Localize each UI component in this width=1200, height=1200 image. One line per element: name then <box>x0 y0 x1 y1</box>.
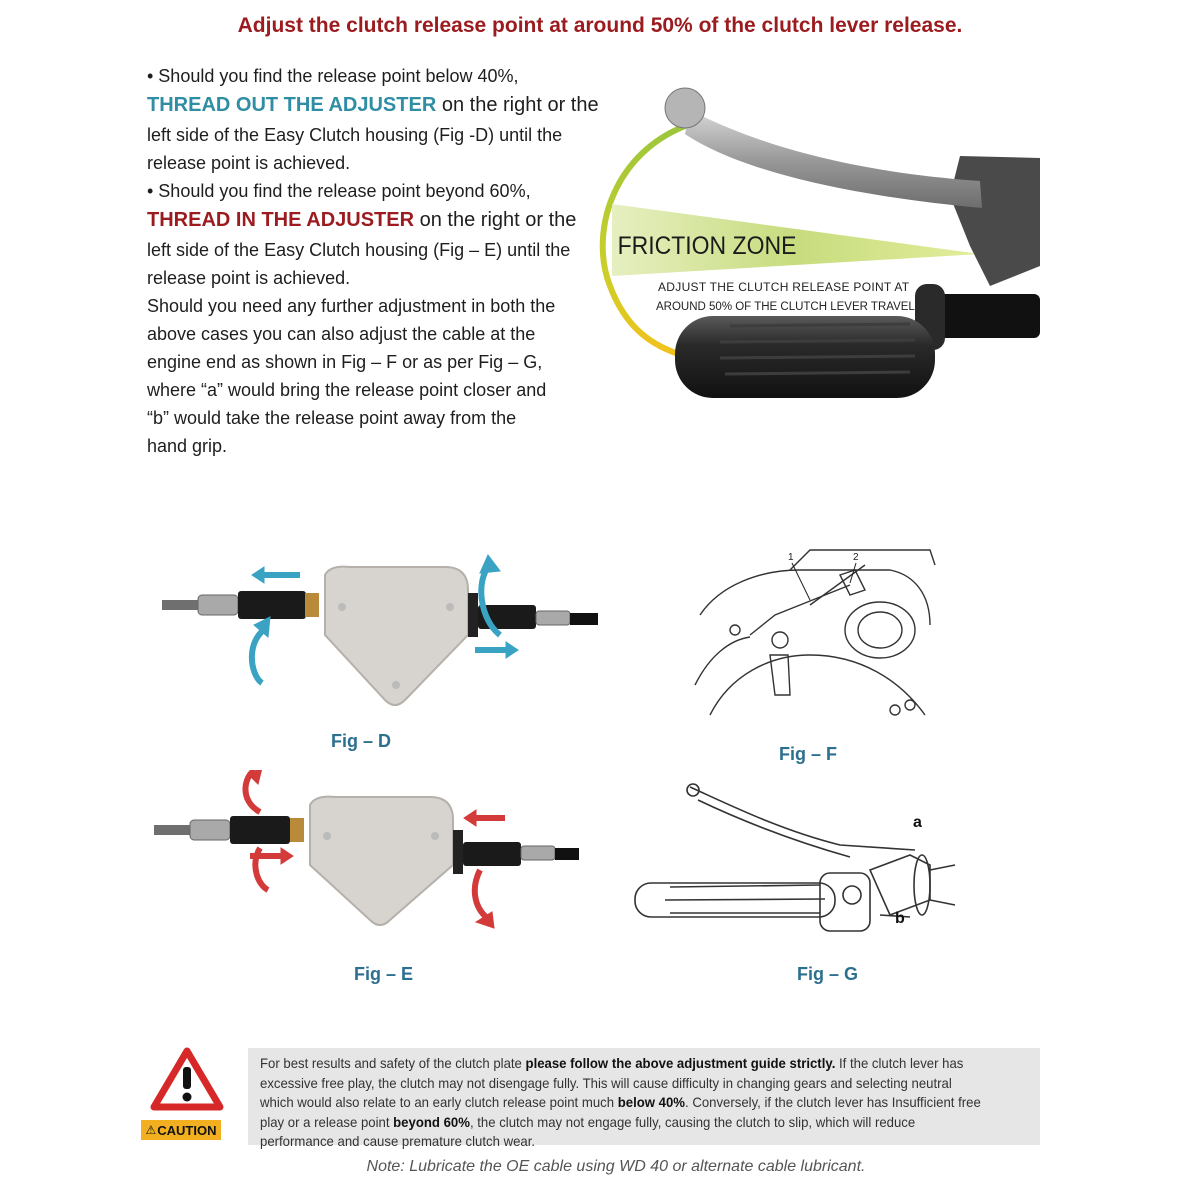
caution-text: If the clutch lever has excessive free play, the clutch may not disengage fully. This will cause difficulty in changing gears and selecting neutral which would also relate to an early clutch release point much <box>260 1055 964 1110</box>
clutch-lever <box>685 110 982 208</box>
caution-text-bold: below 40% <box>617 1094 686 1110</box>
fig-f-callout-line <box>792 563 810 600</box>
housing-bolt <box>431 832 439 840</box>
fig-g-callout-a: a <box>913 814 922 831</box>
thread-out-emphasis: THREAD OUT THE ADJUSTER <box>147 94 437 116</box>
housing-bolt <box>392 681 400 689</box>
right-cable-ferrule <box>521 846 555 860</box>
caution-label: CAUTION <box>157 1122 217 1138</box>
caution-text: , the clutch may not engage fully, causing the clutch to slip, which will reduce performance and cause premature clutch wear. <box>260 1113 916 1149</box>
instruction-line: release point is achieved. <box>147 268 351 288</box>
lever-line-drawing <box>635 784 955 931</box>
friction-zone-caption-1: ADJUST THE CLUTCH RELEASE POINT AT <box>658 280 910 294</box>
caution-badge <box>141 1120 221 1140</box>
caution-text: . Conversely, if the clutch lever has Insufficient free play or a release point <box>260 1094 981 1130</box>
fig-e-label: Fig – E <box>354 964 414 984</box>
friction-zone-caption-2: AROUND 50% OF THE CLUTCH LEVER TRAVEL <box>656 301 915 313</box>
instruction-line: left side of the Easy Clutch housing (Fig – E) until the <box>147 240 571 260</box>
left-cable-ferrule <box>190 820 230 840</box>
instructions-block <box>147 62 599 460</box>
thread-in-emphasis: THREAD IN THE ADJUSTER <box>147 209 415 231</box>
fig-f-callout-2: 2 <box>853 552 859 563</box>
right-adjuster <box>463 842 521 866</box>
left-cable-end <box>162 600 202 610</box>
friction-zone-illustration <box>590 86 1040 426</box>
instruction-line: “b” would take the release point away from the <box>147 408 517 428</box>
instruction-line <box>147 90 599 121</box>
right-flange <box>468 593 478 637</box>
fig-g-callout-b: b <box>895 910 905 927</box>
instruction-line: where “a” would bring the release point closer and <box>147 380 547 400</box>
fig-d-label: Fig – D <box>331 731 392 751</box>
left-brass-nut <box>305 593 319 617</box>
instruction-line: • Should you find the release point below 40%, <box>147 66 519 86</box>
fig-f-label: Fig – F <box>779 744 837 764</box>
warning-icon: ⚠ <box>145 1123 157 1137</box>
exclamation-icon <box>183 1067 191 1089</box>
instruction-line: Should you need any further adjustment in both the <box>147 296 556 316</box>
fig-g-label: Fig – G <box>797 964 859 984</box>
right-cable-ferrule <box>536 611 570 625</box>
fig-g-illustration <box>630 775 960 935</box>
left-cable-end <box>154 825 194 835</box>
left-adjuster <box>230 816 290 844</box>
caution-sign <box>150 1045 225 1115</box>
instruction-line-rest: on the right or the <box>436 94 599 116</box>
instruction-line <box>147 205 599 236</box>
instruction-line: engine end as shown in Fig – F or as per Fig – G, <box>147 352 543 372</box>
page-title: Adjust the clutch release point at around 50% of the clutch lever release. <box>237 14 963 37</box>
friction-zone-label: FRICTION ZONE <box>617 232 797 261</box>
exclamation-dot <box>183 1093 192 1102</box>
left-adjuster <box>238 591 306 619</box>
instruction-line: above cases you can also adjust the cable at the <box>147 324 536 344</box>
footnote: Note: Lubricate the OE cable using WD 40 or alternate cable lubricant. <box>366 1158 866 1175</box>
fig-f-callout-1: 1 <box>788 552 794 563</box>
instruction-line: left side of the Easy Clutch housing (Fig -D) until the <box>147 125 563 145</box>
easy-clutch-housing <box>310 797 453 925</box>
caution-note-text <box>260 1054 986 1152</box>
right-flange <box>453 830 463 874</box>
lever-housing <box>950 156 1040 286</box>
housing-bolt <box>323 832 331 840</box>
left-brass-nut <box>290 818 304 842</box>
fig-e-illustration <box>150 770 610 930</box>
right-cable-end <box>570 613 598 625</box>
left-cable-ferrule <box>198 595 238 615</box>
instruction-line: release point is achieved. <box>147 153 351 173</box>
housing-bolt <box>338 603 346 611</box>
housing-bolt <box>446 603 454 611</box>
caution-text-bold: beyond 60% <box>393 1113 470 1130</box>
caution-text: For best results and safety of the clutch plate <box>260 1055 526 1071</box>
instruction-line: • Should you find the release point beyond 60%, <box>147 181 531 201</box>
engine-line-drawing <box>695 550 935 715</box>
instruction-line: hand grip. <box>147 436 228 456</box>
lever-ball-end <box>665 88 705 128</box>
right-cable-end <box>555 848 579 860</box>
caution-text-bold: please follow the above adjustment guide strictly. <box>525 1055 836 1071</box>
fig-d-illustration <box>150 545 610 720</box>
fig-f-illustration <box>690 545 940 720</box>
instruction-line-rest: on the right or the <box>414 209 577 231</box>
